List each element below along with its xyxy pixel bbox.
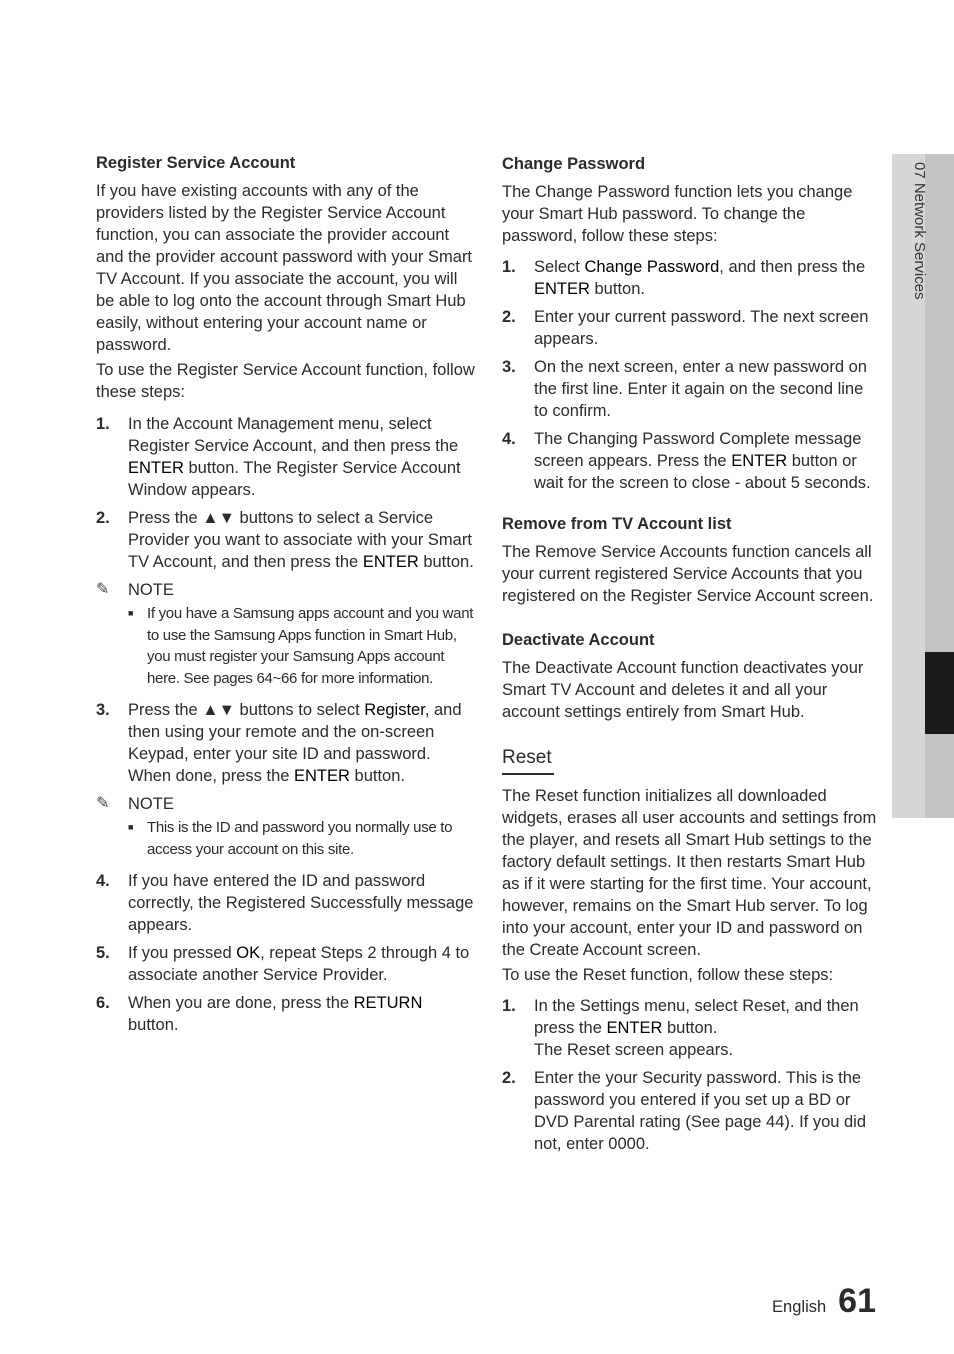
- section-title: Reset: [502, 747, 552, 768]
- step-text: Press the ▲▼ buttons to select a Service Provider you want to associate with your Smart TV Account, and then press the ENTER button.: [128, 509, 474, 571]
- paragraph: The Change Password function lets you change your Smart Hub password. To change the password, follow these steps:: [502, 183, 853, 245]
- language-label: English: [772, 1298, 827, 1316]
- step-text: Enter the your Security password. This is the password you entered if you set up a BD or DVD Parental rating (See page 44). If you did not, enter 0000.: [534, 1069, 867, 1153]
- pencil-icon: ✎: [96, 795, 110, 812]
- section-heading: Remove from TV Account list: [502, 515, 732, 533]
- step-number: 2.: [96, 509, 110, 527]
- step-text: The Changing Password Complete message screen appears. Press the ENTER button or wait for the screen to close - about 5 seconds.: [534, 430, 871, 492]
- step-text: In the Account Management menu, select Register Service Account, and then press the ENTER button. The Register Service Account Window appears.: [128, 415, 461, 499]
- step-item: [502, 1067, 880, 1155]
- section-heading: Deactivate Account: [502, 631, 655, 649]
- left-column: [96, 150, 476, 1042]
- step-number: 4.: [502, 430, 516, 448]
- chapter-tab: [892, 154, 954, 818]
- step-item: [502, 356, 880, 422]
- step-number: 3.: [502, 358, 516, 376]
- page-footer: [772, 1282, 876, 1321]
- section-heading: Register Service Account: [96, 154, 296, 172]
- step-item: [502, 995, 880, 1061]
- step-item: [96, 507, 476, 573]
- page-number: 61: [838, 1282, 876, 1320]
- step-text: Press the ▲▼ buttons to select Register, and then using your remote and the on-screen Keypad, enter your site ID and password. When done, press the ENTER button.: [128, 701, 462, 785]
- step-text: In the Settings menu, select Reset, and then press the ENTER button. The Reset screen appears.: [534, 997, 859, 1059]
- right-column: [502, 150, 880, 1161]
- step-number: 2.: [502, 308, 516, 326]
- step-number: 1.: [502, 258, 516, 276]
- chapter-tab-marker: [925, 652, 954, 734]
- step-number: 2.: [502, 1069, 516, 1087]
- note-text: This is the ID and password you normally use to access your account on this site.: [147, 819, 453, 858]
- section-heading: Change Password: [502, 155, 646, 173]
- step-item: [502, 428, 880, 494]
- step-number: 6.: [96, 994, 110, 1012]
- step-item: [96, 992, 476, 1036]
- note-label: NOTE: [128, 795, 174, 813]
- step-number: 5.: [96, 944, 110, 962]
- bullet-square-icon: ■: [128, 608, 134, 618]
- step-text: Select Change Password, and then press the ENTER button.: [534, 258, 866, 298]
- note-bullet: [128, 817, 476, 860]
- paragraph: The Remove Service Accounts function cancels all your current registered Service Accounts that you registered on the Register Service Account screen.: [502, 543, 874, 605]
- paragraph: If you have existing accounts with any of the providers listed by the Register Service Account function, you can associate the provider account and the provider account password with your Smart TV Account. If you associate the account, you will be able to log onto the account through Smart Hub easily, without entering your account name or password.: [96, 182, 473, 354]
- step-item: [502, 256, 880, 300]
- step-number: 1.: [502, 997, 516, 1015]
- step-item: [96, 413, 476, 501]
- paragraph: The Reset function initializes all downloaded widgets, erases all user accounts and settings from the player, and resets all Smart Hub settings to the factory default settings. It then restarts Smart Hub as if it were starting for the first time. Your account, however, remains on the Smart Hub server. To log into your account, enter your ID and password on the Create Account screen.: [502, 787, 877, 959]
- step-number: 4.: [96, 872, 110, 890]
- bullet-square-icon: ■: [128, 822, 134, 832]
- step-item: [96, 870, 476, 936]
- step-item: [96, 942, 476, 986]
- paragraph: To use the Reset function, follow these steps:: [502, 966, 834, 984]
- step-item: [502, 306, 880, 350]
- paragraph: The Deactivate Account function deactivates your Smart TV Account and deletes it and all your account settings entirely from Smart Hub.: [502, 659, 864, 721]
- section-title-underline: [502, 773, 554, 775]
- step-number: 1.: [96, 415, 110, 433]
- step-text: Enter your current password. The next screen appears.: [534, 308, 869, 348]
- step-text: If you have entered the ID and password correctly, the Registered Successfully message appears.: [128, 872, 474, 934]
- chapter-label: 07 Network Services: [911, 162, 928, 300]
- note-header: [96, 793, 476, 815]
- note-bullet: [128, 603, 476, 689]
- step-item: [96, 699, 476, 787]
- note-header: [96, 579, 476, 601]
- step-text: If you pressed OK, repeat Steps 2 through 4 to associate another Service Provider.: [128, 944, 470, 984]
- step-text: When you are done, press the RETURN button.: [128, 994, 423, 1034]
- note-text: If you have a Samsung apps account and you want to use the Samsung Apps function in Smart Hub, you must register your Samsung Apps account here. See pages 64~66 for more information.: [147, 605, 474, 687]
- paragraph: To use the Register Service Account function, follow these steps:: [96, 361, 475, 401]
- step-text: On the next screen, enter a new password on the first line. Enter it again on the second line to confirm.: [534, 358, 867, 420]
- step-number: 3.: [96, 701, 110, 719]
- pencil-icon: ✎: [96, 581, 110, 598]
- note-label: NOTE: [128, 581, 174, 599]
